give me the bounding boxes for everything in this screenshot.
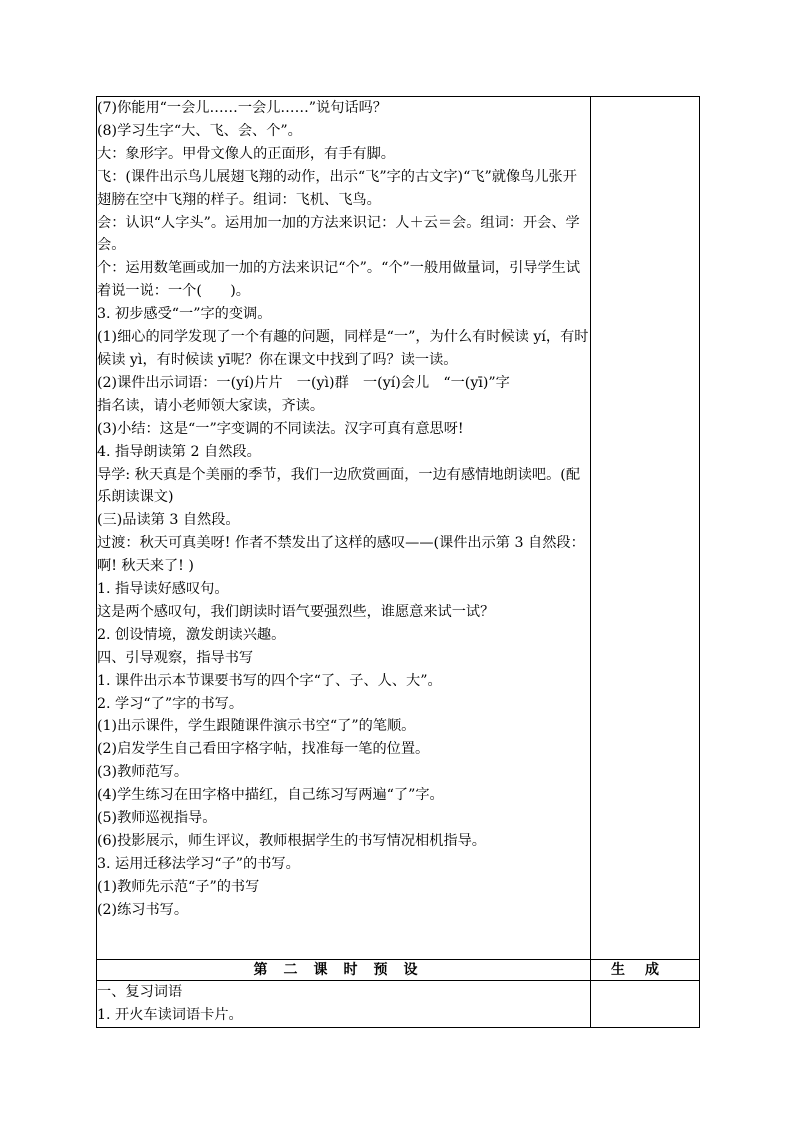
text-line: 1. 课件出示本节课要书写的四个字“了、子、人、大”。 [97, 672, 442, 689]
text-line: 这是两个感叹句，我们朗读时语气要强烈些，谁愿意来试一试？ [97, 603, 495, 620]
text-line: 指名读，请小老师领大家读，齐读。 [97, 397, 325, 414]
text-line: (1)教师先示范“子”的书写 [97, 878, 260, 895]
text-line: (5)教师巡视指导。 [97, 810, 217, 827]
text-line: 大：象形字。甲骨文像人的正面形，有手有脚。 [97, 145, 395, 162]
first-lesson-content-cell [97, 97, 591, 960]
text-line: 3. 初步感受“一”字的变调。 [97, 306, 272, 323]
first-lesson-lines [97, 97, 590, 922]
text-line: (2)练习书写。 [97, 901, 189, 918]
text-line: 过渡：秋天可真美呀! 作者不禁发出了这样的感叹——(课件出示第 3 自然段：啊! 秋天来了! ) [97, 535, 585, 575]
text-line: (1)出示课件，学生跟随课件演示书空“了”的笔顺。 [97, 718, 416, 735]
text-line: 1. 指导读好感叹句。 [97, 581, 229, 598]
text-line: (2)启发学生自己看田字格字帖，找准每一笔的位置。 [97, 741, 430, 758]
text-line: 导学: 秋天真是个美丽的季节，我们一边欣赏画面，一边有感情地朗读吧。(配乐朗读课文) [97, 466, 581, 506]
text-line: (2)课件出示词语：一(yí)片片 一(yì)群 一(yí)会儿 “一(yī)”字 [97, 374, 510, 391]
first-lesson-notes-cell [591, 97, 700, 960]
text-line: 个：运用数笔画或加一加的方法来识记“个”。“个”一般用做量词，引导学生试着说一说：一个( )。 [97, 260, 581, 300]
generation-column-title: 生成 [591, 960, 700, 981]
text-line: (8)学习生字“大、飞、会、个”。 [97, 122, 302, 139]
text-line: 飞：(课件出示鸟儿展翅飞翔的动作，出示“飞”字的古文字)“飞”就像鸟儿张开翅膀在空中飞翔的样子。组词：飞机、飞鸟。 [97, 168, 577, 208]
second-lesson-notes-cell [591, 981, 700, 1028]
text-line: 2. 创设情境，激发朗读兴趣。 [97, 626, 286, 643]
text-line: (6)投影展示，师生评议，教师根据学生的书写情况相机指导。 [97, 833, 486, 849]
text-line: (三)品读第 3 自然段。 [97, 512, 240, 529]
text-line: (3)小结：这是“一”字变调的不同读法。汉字可真有意思呀! [97, 420, 464, 437]
second-lesson-header-row [97, 960, 700, 981]
text-line: 1. 开火车读词语卡片。 [97, 1006, 243, 1023]
lesson-plan-sheet [96, 96, 699, 1028]
text-line: 四、引导观察，指导书写 [97, 649, 254, 666]
second-lesson-content-cell [97, 981, 591, 1028]
text-line: 2. 学习“了”字的书写。 [97, 695, 244, 712]
second-lesson-lines [97, 981, 590, 1027]
text-line: 一、复习词语 [97, 984, 183, 1000]
second-lesson-title: 第二课时预设 [97, 960, 591, 981]
text-line: 3. 运用迁移法学习“子”的书写。 [97, 855, 300, 872]
text-line: (7)你能用“一会儿……一会儿……”说句话吗？ [97, 100, 387, 116]
text-line: 4. 指导朗读第 2 自然段。 [97, 443, 261, 460]
text-line: (1)细心的同学发现了一个有趣的问题，同样是“一”，为什么有时候读 yí，有时候读 yì，有时候读 yī呢？你在课文中找到了吗？读一读。 [97, 329, 589, 368]
text-line: (4)学生练习在田字格中描红，自己练习写两遍“了”字。 [97, 787, 444, 804]
second-lesson-row [97, 981, 700, 1028]
lesson-plan-table [96, 96, 700, 1028]
first-lesson-row [97, 97, 700, 960]
text-line: (3)教师范写。 [97, 764, 189, 781]
text-line: 会：认识“人字头”。运用加一加的方法来识记：人＋云＝会。组词：开会、学会。 [97, 214, 580, 254]
